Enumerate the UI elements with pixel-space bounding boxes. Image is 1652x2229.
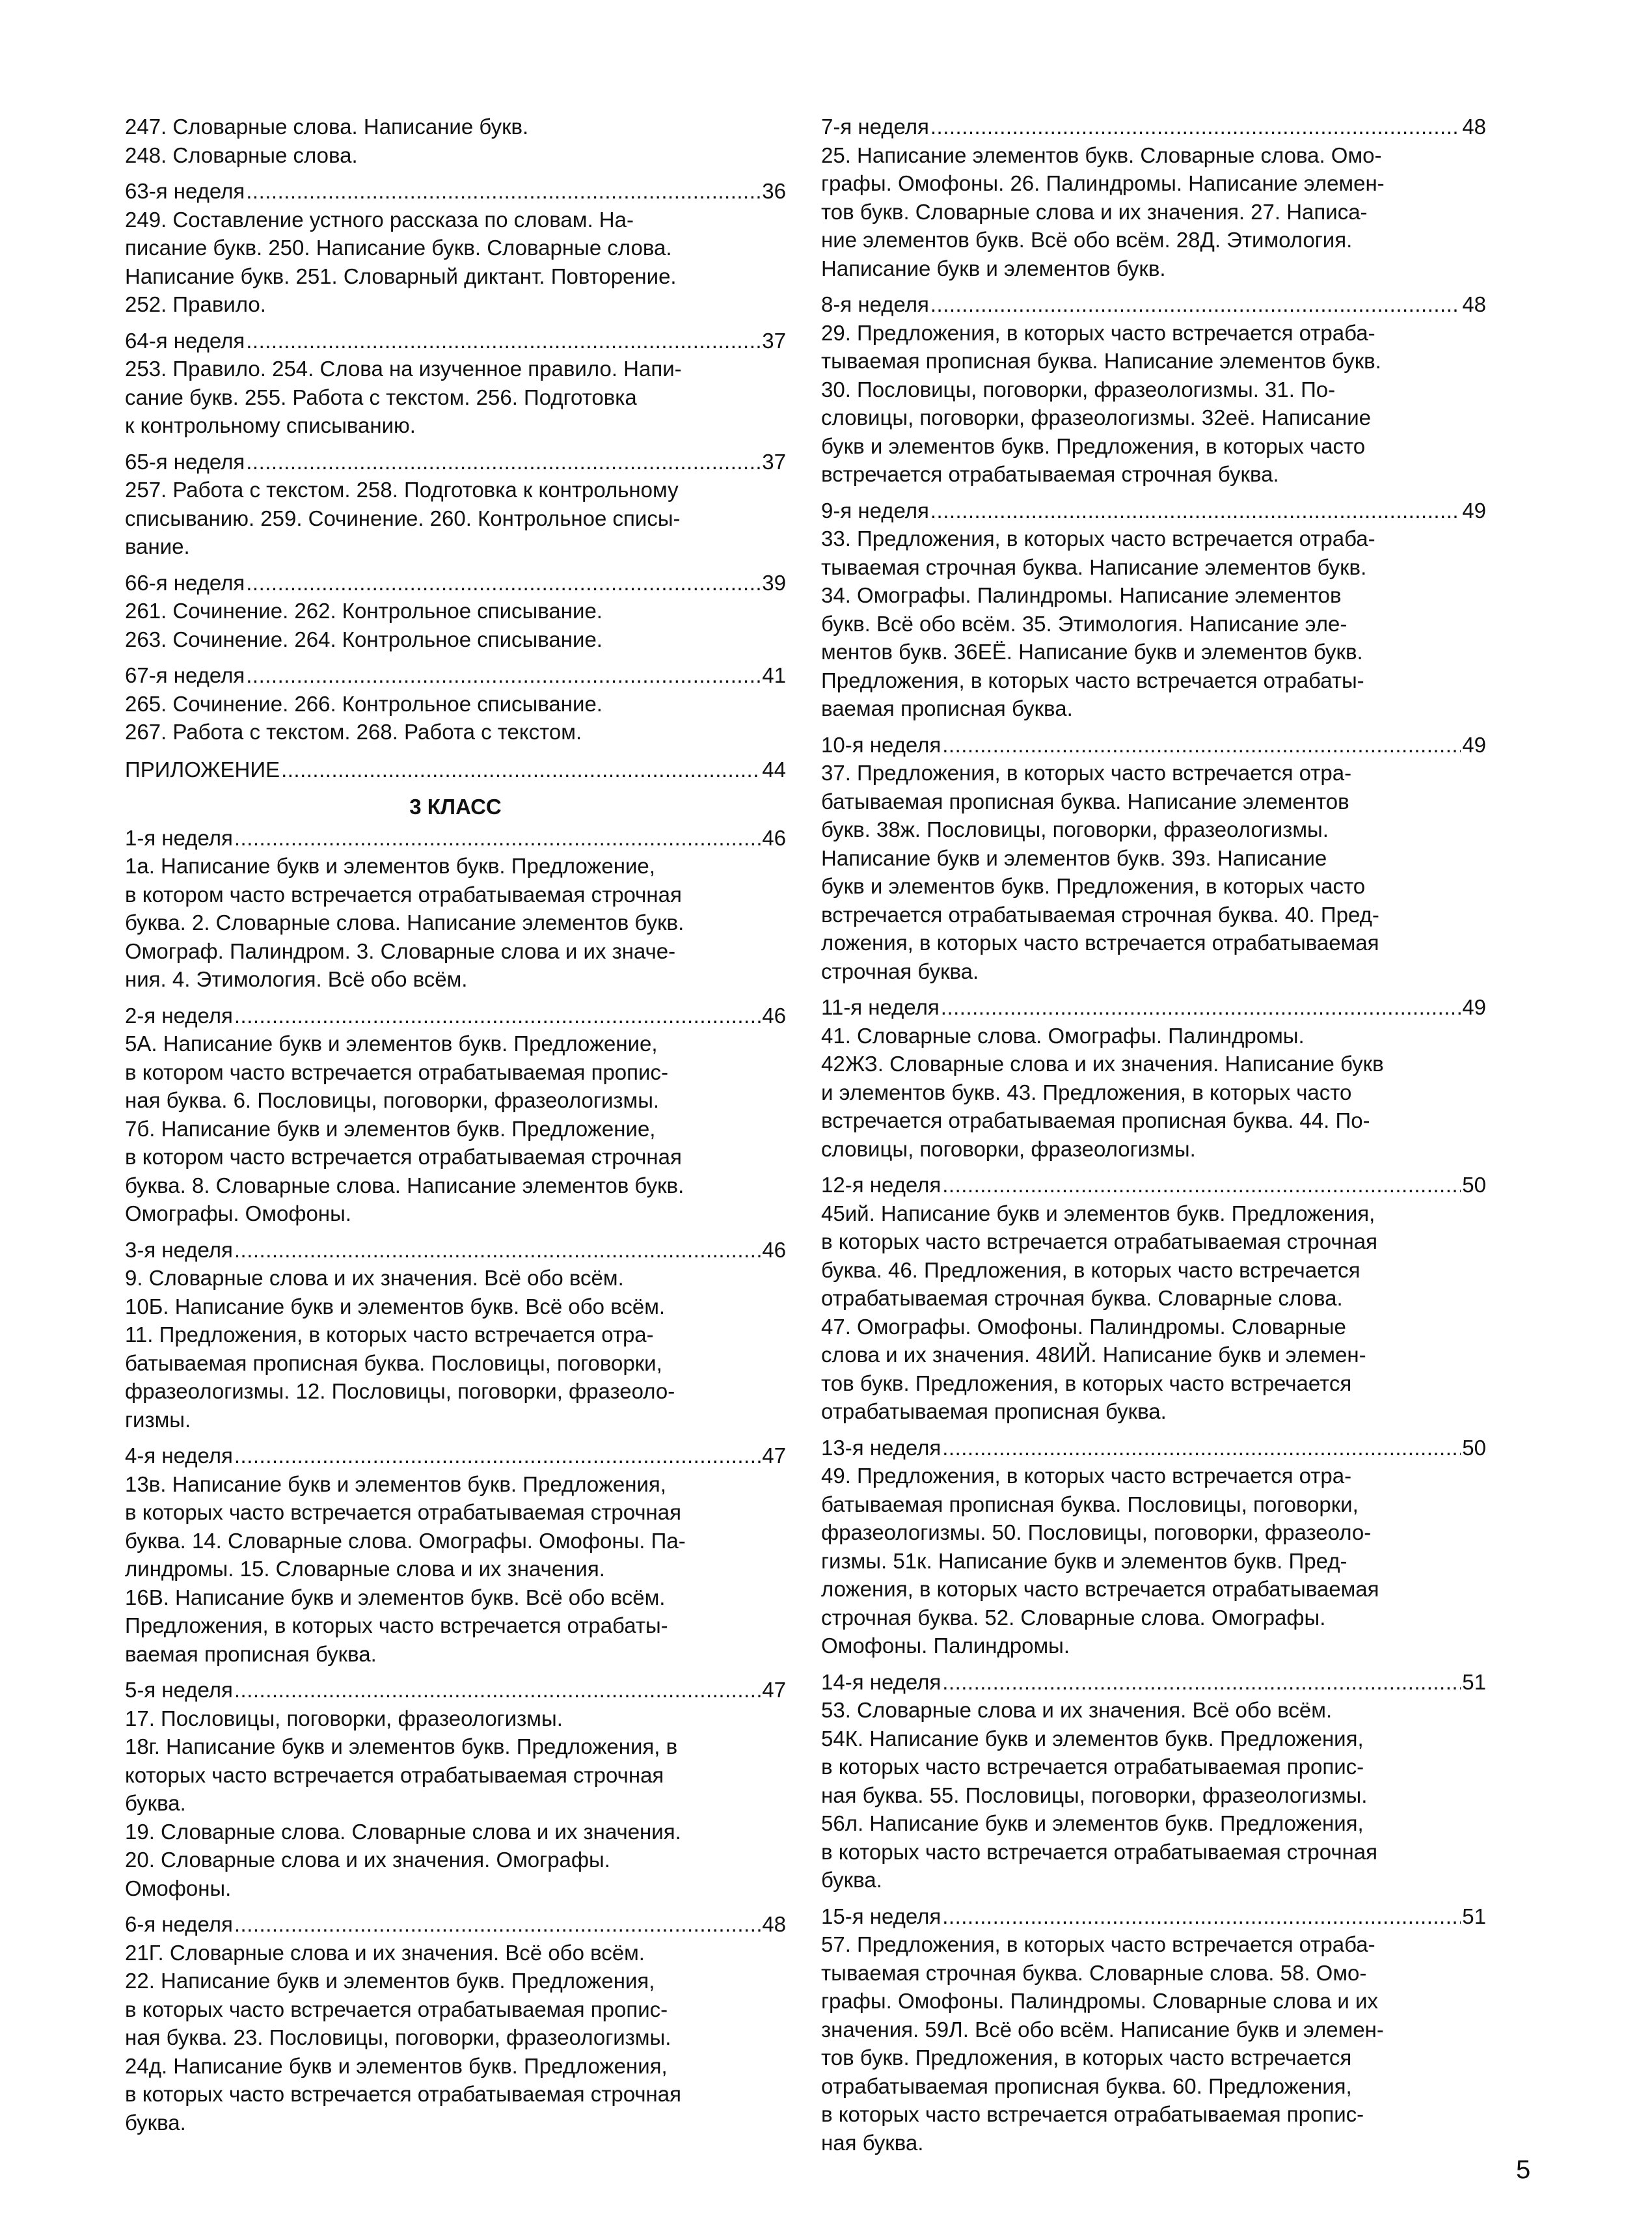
dot-leader <box>930 497 1461 525</box>
toc-line: писание букв. 250. Написание букв. Словарные слова. <box>125 236 672 260</box>
toc-entry <box>125 448 786 561</box>
dot-leader <box>942 1171 1461 1199</box>
week-label: 64-я неделя <box>125 328 245 353</box>
week-page-number: 47 <box>762 1678 786 1702</box>
toc-column-right <box>821 113 1486 2165</box>
toc-entry-heading <box>125 448 786 476</box>
toc-entry <box>125 1442 786 1668</box>
toc-line: гизмы. 51к. Написание букв и элементов букв. Пред- <box>821 1548 1347 1573</box>
toc-line: отрабатываемая прописная буква. <box>821 1399 1167 1423</box>
toc-entry <box>821 1434 1486 1660</box>
toc-entry-heading <box>821 1902 1486 1931</box>
toc-line: строчная буква. 52. Словарные слова. Омографы. <box>821 1605 1326 1630</box>
toc-line: буква. 8. Словарные слова. Написание элементов букв. <box>125 1173 684 1197</box>
toc-line: 30. Пословицы, поговорки, фразеологизмы. 31. По- <box>821 377 1336 402</box>
toc-column-left <box>125 113 786 2144</box>
toc-line: Написание букв и элементов букв. 39з. Написание <box>821 845 1327 870</box>
week-page-number: 50 <box>1462 1435 1486 1460</box>
week-label: 14-я неделя <box>821 1669 941 1694</box>
dot-leader <box>942 731 1461 759</box>
toc-line: тов букв. Предложения, в которых часто встречается <box>821 2045 1352 2070</box>
toc-line: к контрольному списыванию. <box>125 413 416 437</box>
toc-line: фразеологизмы. 50. Пословицы, поговорки, фразеоло- <box>821 1520 1372 1544</box>
toc-line: 11. Предложения, в которых часто встречается отра- <box>125 1322 654 1347</box>
toc-line: в которых часто встречается отрабатываемая пропис- <box>821 2102 1364 2126</box>
toc-entry-heading <box>821 290 1486 319</box>
toc-line: 49. Предложения, в которых часто встречается отра- <box>821 1464 1352 1488</box>
toc-entry <box>821 1171 1486 1426</box>
dot-leader <box>234 1442 761 1470</box>
section-title: 3 КЛАСС <box>409 795 502 819</box>
dot-leader <box>930 290 1461 319</box>
toc-line: 29. Предложения, в которых часто встречается отраба- <box>821 320 1375 345</box>
toc-line: 42ЖЗ. Словарные слова и их значения. Написание букв <box>821 1052 1384 1076</box>
toc-entry <box>125 824 786 994</box>
toc-line: 25. Написание элементов букв. Словарные слова. Омо- <box>821 143 1382 167</box>
week-label: 63-я неделя <box>125 179 245 203</box>
toc-line: линдромы. 15. Словарные слова и их значения. <box>125 1557 605 1581</box>
week-page-number: 48 <box>762 1912 786 1936</box>
toc-line: ментов букв. 36ЕЁ. Написание букв и элементов букв. <box>821 640 1363 664</box>
toc-line: буква. 14. Словарные слова. Омографы. Омофоны. Па- <box>125 1528 686 1553</box>
week-label: 8-я неделя <box>821 292 929 316</box>
dot-leader <box>234 1002 761 1030</box>
week-label: 12-я неделя <box>821 1173 941 1197</box>
week-page-number: 47 <box>762 1443 786 1468</box>
toc-line: вание. <box>125 534 190 558</box>
toc-line: тываемая прописная буква. Написание элементов букв. <box>821 349 1381 373</box>
dot-leader <box>234 1676 761 1704</box>
toc-line: Предложения, в которых часто встречается отрабаты- <box>125 1613 668 1637</box>
dot-leader <box>246 661 761 690</box>
toc-line: которых часто встречается отрабатываемая строчная <box>125 1762 664 1787</box>
toc-line: тываемая строчная буква. Написание элементов букв. <box>821 554 1367 579</box>
toc-line: буква. <box>125 1791 186 1815</box>
toc-line: 17. Пословицы, поговорки, фразеологизмы. <box>125 1706 563 1730</box>
toc-line: 10Б. Написание букв и элементов букв. Всё обо всём. <box>125 1294 666 1319</box>
week-page-number: 51 <box>1462 1904 1486 1928</box>
toc-entries-grade3 <box>125 824 786 2137</box>
dot-leader <box>234 824 761 853</box>
toc-line: графы. Омофоны. 26. Палиндромы. Написание элемен- <box>821 171 1385 195</box>
toc-line: в которых часто встречается отрабатываемая строчная <box>125 2082 681 2106</box>
dot-leader <box>281 756 761 784</box>
toc-line: букв и элементов букв. Предложения, в которых часто <box>821 433 1366 458</box>
dot-leader <box>941 993 1461 1022</box>
week-page-number: 48 <box>1462 115 1486 139</box>
toc-line: списыванию. 259. Сочинение. 260. Контрольное списы- <box>125 506 681 530</box>
toc-line: в котором часто встречается отрабатываемая строчная <box>125 1145 682 1169</box>
toc-line: 253. Правило. 254. Слова на изученное правило. Напи- <box>125 357 682 381</box>
toc-entry-heading <box>125 661 786 690</box>
toc-line: 5А. Написание букв и элементов букв. Предложение, <box>125 1032 658 1056</box>
toc-line: отрабатываемая строчная буква. Словарные слова. <box>821 1286 1343 1310</box>
toc-line: в которых часто встречается отрабатываемая строчная <box>821 1229 1377 1253</box>
week-page-number: 37 <box>762 449 786 474</box>
week-page-number: 46 <box>762 825 786 850</box>
toc-entries-grade2 <box>125 177 786 746</box>
toc-line: ная буква. <box>821 2130 924 2155</box>
toc-line: 19. Словарные слова. Словарные слова и их значения. <box>125 1819 681 1844</box>
week-label: 1-я неделя <box>125 825 233 850</box>
toc-line: 252. Правило. <box>125 292 266 316</box>
toc-entry <box>125 327 786 440</box>
toc-line: 47. Омографы. Омофоны. Палиндромы. Словарные <box>821 1314 1346 1339</box>
toc-line: ваемая прописная буква. <box>125 1641 377 1666</box>
toc-line: 13в. Написание букв и элементов букв. Предложения, <box>125 1471 666 1496</box>
toc-line: 33. Предложения, в которых часто встречается отраба- <box>821 526 1375 551</box>
toc-line: ваемая прописная буква. <box>821 696 1073 720</box>
toc-entry-heading <box>821 1434 1486 1462</box>
toc-line: 267. Работа с текстом. 268. Работа с текстом. <box>125 720 582 744</box>
toc-entry <box>125 1236 786 1434</box>
week-page-number: 46 <box>762 1237 786 1262</box>
toc-line: 7б. Написание букв и элементов букв. Предложение, <box>125 1116 656 1141</box>
toc-line: ная буква. 6. Пословицы, поговорки, фразеологизмы. <box>125 1088 660 1112</box>
toc-line: 54К. Написание букв и элементов букв. Предложения, <box>821 1726 1364 1751</box>
toc-appendix <box>125 756 786 784</box>
toc-entry <box>821 497 1486 723</box>
toc-entry <box>821 1902 1486 2157</box>
toc-line: словицы, поговорки, фразеологизмы. <box>821 1136 1196 1161</box>
week-page-number: 37 <box>762 328 786 353</box>
dot-leader <box>942 1434 1461 1462</box>
toc-line: 37. Предложения, в которых часто встречается отра- <box>821 761 1352 785</box>
dot-leader <box>234 1910 761 1939</box>
toc-line: встречается отрабатываемая строчная буква. 40. Пред- <box>821 902 1379 927</box>
toc-line: ная буква. 23. Пословицы, поговорки, фразеологизмы. <box>125 2025 671 2049</box>
toc-line: 1а. Написание букв и элементов букв. Предложение, <box>125 854 655 878</box>
week-label: 10-я неделя <box>821 732 941 757</box>
toc-line: в которых часто встречается отрабатываемая строчная <box>125 1500 681 1524</box>
toc-line: в котором часто встречается отрабатываемая строчная <box>125 882 682 907</box>
week-page-number: 51 <box>1462 1669 1486 1694</box>
toc-entry <box>125 569 786 654</box>
toc-line: Написание букв и элементов букв. <box>821 256 1166 280</box>
toc-entry <box>821 290 1486 489</box>
toc-entry-heading <box>821 731 1486 759</box>
toc-entry-heading <box>821 1171 1486 1199</box>
toc-line: 53. Словарные слова и их значения. Всё обо всём. <box>821 1698 1333 1722</box>
toc-entry-heading <box>125 1676 786 1704</box>
week-page-number: 48 <box>1462 292 1486 316</box>
week-label: 67-я неделя <box>125 663 245 687</box>
toc-entry <box>125 1910 786 2137</box>
toc-line: 21Г. Словарные слова и их значения. Всё обо всём. <box>125 1940 645 1965</box>
toc-entry <box>125 1676 786 1902</box>
dot-leader <box>942 1668 1461 1697</box>
toc-line: букв. 38ж. Пословицы, поговорки, фразеологизмы. <box>821 817 1329 841</box>
toc-line: 56л. Написание букв и элементов букв. Предложения, <box>821 1811 1364 1835</box>
toc-line: 247. Словарные слова. Написание букв. <box>125 115 529 139</box>
toc-line: 265. Сочинение. 266. Контрольное списывание. <box>125 691 603 716</box>
toc-line: буква. 46. Предложения, в которых часто встречается <box>821 1257 1361 1282</box>
toc-line: и элементов букв. 43. Предложения, в которых часто <box>821 1080 1352 1104</box>
week-page-number: 49 <box>1462 995 1486 1019</box>
toc-line: батываемая прописная буква. Пословицы, поговорки, <box>125 1350 662 1375</box>
toc-line: 249. Составление устного рассказа по словам. На- <box>125 207 634 232</box>
toc-line: 57. Предложения, в которых часто встречается отраба- <box>821 1932 1375 1956</box>
week-label: 15-я неделя <box>821 1904 941 1928</box>
toc-entry-heading <box>821 1668 1486 1697</box>
week-page-number: 50 <box>1462 1173 1486 1197</box>
week-label: 4-я неделя <box>125 1443 233 1468</box>
toc-entry-heading <box>125 1442 786 1470</box>
dot-leader <box>246 448 761 476</box>
toc-entry-heading <box>125 569 786 597</box>
toc-line: графы. Омофоны. Палиндромы. Словарные слова и их <box>821 1989 1378 2013</box>
week-page-number: 36 <box>762 179 786 203</box>
dot-leader <box>234 1236 761 1265</box>
toc-line: Написание букв. 251. Словарный диктант. Повторение. <box>125 264 677 288</box>
toc-entry-heading <box>821 497 1486 525</box>
week-page-number: 49 <box>1462 732 1486 757</box>
toc-line: значения. 59Л. Всё обо всём. Написание букв и элемен- <box>821 2017 1384 2042</box>
toc-line: встречается отрабатываемая строчная буква. <box>821 462 1279 486</box>
toc-line: строчная буква. <box>821 959 979 983</box>
toc-line: Омофоны. Палиндромы. <box>821 1634 1070 1658</box>
toc-entry <box>821 1668 1486 1894</box>
dot-leader <box>246 177 761 206</box>
page-number: 5 <box>1516 2155 1531 2184</box>
toc-line: букв. Всё обо всём. 35. Этимология. Написание эле- <box>821 611 1347 636</box>
toc-line: встречается отрабатываемая прописная буква. 44. По- <box>821 1108 1370 1132</box>
toc-entry-heading <box>125 327 786 355</box>
appendix-page: 44 <box>762 757 786 782</box>
week-page-number: 49 <box>1462 498 1486 523</box>
toc-entry <box>821 731 1486 986</box>
toc-line: ложения, в которых часто встречается отрабатываемая <box>821 931 1379 955</box>
week-label: 7-я неделя <box>821 115 929 139</box>
week-page-number: 39 <box>762 570 786 595</box>
toc-entry-heading <box>821 113 1486 141</box>
toc-entry-heading <box>125 1002 786 1030</box>
toc-entry-heading <box>125 177 786 206</box>
toc-line: тов букв. Словарные слова и их значения. 27. Написа- <box>821 199 1368 224</box>
dot-leader <box>246 569 761 597</box>
toc-line: 22. Написание букв и элементов букв. Предложения, <box>125 1969 655 1993</box>
toc-line: ложения, в которых часто встречается отрабатываемая <box>821 1577 1379 1601</box>
toc-line: 16В. Написание букв и элементов букв. Всё обо всём. <box>125 1585 666 1609</box>
dot-leader <box>930 113 1461 141</box>
toc-line: батываемая прописная буква. Написание элементов <box>821 789 1349 814</box>
toc-entry-heading <box>125 1236 786 1265</box>
toc-line: 9. Словарные слова и их значения. Всё обо всём. <box>125 1266 624 1290</box>
toc-line: буква. <box>821 1868 882 1892</box>
week-label: 9-я неделя <box>821 498 929 523</box>
week-label: 6-я неделя <box>125 1912 233 1936</box>
toc-line: 248. Словарные слова. <box>125 143 358 167</box>
toc-line: Омофоны. <box>125 1876 232 1900</box>
toc-line: ние элементов букв. Всё обо всём. 28Д. Этимология. <box>821 228 1353 252</box>
toc-line: слова и их значения. 48ИЙ. Написание букв и элемен- <box>821 1343 1366 1367</box>
toc-continuation <box>125 113 786 169</box>
toc-line: тов букв. Предложения, в которых часто встречается <box>821 1371 1352 1395</box>
toc-line: букв и элементов букв. Предложения, в которых часто <box>821 874 1366 898</box>
toc-line: буква. 2. Словарные слова. Написание элементов букв. <box>125 910 684 935</box>
toc-line: сание букв. 255. Работа с текстом. 256. Подготовка <box>125 385 637 409</box>
toc-line: 18г. Написание букв и элементов букв. Предложения, в <box>125 1734 678 1758</box>
week-page-number: 41 <box>762 663 786 687</box>
toc-entries-grade3-cont <box>821 113 1486 2157</box>
toc-line: 263. Сочинение. 264. Контрольное списывание. <box>125 627 603 651</box>
toc-line: 45ий. Написание букв и элементов букв. Предложения, <box>821 1201 1375 1225</box>
toc-entry <box>125 177 786 319</box>
toc-line: отрабатываемая прописная буква. 60. Предложения, <box>821 2073 1352 2098</box>
dot-leader <box>942 1902 1461 1931</box>
week-label: 13-я неделя <box>821 1435 941 1460</box>
toc-line: Омографы. Омофоны. <box>125 1201 351 1225</box>
toc-entry-heading <box>125 1910 786 1939</box>
week-label: 2-я неделя <box>125 1003 233 1028</box>
toc-line: 257. Работа с текстом. 258. Подготовка к контрольному <box>125 478 679 502</box>
toc-entry <box>821 993 1486 1163</box>
toc-line: 20. Словарные слова и их значения. Омографы. <box>125 1848 610 1872</box>
toc-entry-heading <box>821 993 1486 1022</box>
toc-line: Омограф. Палиндром. 3. Словарные слова и их значе- <box>125 938 676 963</box>
toc-line: гизмы. <box>125 1407 191 1432</box>
toc-entry-heading <box>125 824 786 853</box>
toc-line: 261. Сочинение. 262. Контрольное списывание. <box>125 599 603 623</box>
toc-line: 34. Омографы. Палиндромы. Написание элементов <box>821 583 1342 607</box>
toc-line: фразеологизмы. 12. Пословицы, поговорки, фразеоло- <box>125 1379 675 1403</box>
toc-line: буква. <box>125 2110 186 2135</box>
toc-line: ния. 4. Этимология. Всё обо всём. <box>125 967 468 991</box>
toc-line: в котором часто встречается отрабатываемая пропис- <box>125 1060 668 1084</box>
toc-line: Предложения, в которых часто встречается отрабаты- <box>821 668 1364 692</box>
toc-line: в которых часто встречается отрабатываемая строчная <box>821 1839 1377 1864</box>
toc-entry <box>125 661 786 746</box>
toc-entry <box>821 113 1486 282</box>
toc-entry <box>125 1002 786 1228</box>
week-label: 66-я неделя <box>125 570 245 595</box>
week-label: 11-я неделя <box>821 995 940 1019</box>
toc-line: словицы, поговорки, фразеологизмы. 32её. Написание <box>821 405 1372 430</box>
toc-line: в которых часто встречается отрабатываемая пропис- <box>125 1997 668 2021</box>
toc-line: в которых часто встречается отрабатываемая пропис- <box>821 1755 1364 1779</box>
toc-line: тываемая строчная буква. Словарные слова. 58. Омо- <box>821 1960 1367 1985</box>
toc-line: 41. Словарные слова. Омографы. Палиндромы. <box>821 1023 1305 1048</box>
week-page-number: 46 <box>762 1003 786 1028</box>
appendix-label: ПРИЛОЖЕНИЕ <box>125 757 280 782</box>
toc-line: 24д. Написание букв и элементов букв. Предложения, <box>125 2053 668 2078</box>
toc-line: ная буква. 55. Пословицы, поговорки, фразеологизмы. <box>821 1783 1368 1807</box>
dot-leader <box>246 327 761 355</box>
week-label: 5-я неделя <box>125 1678 233 1702</box>
toc-line: батываемая прописная буква. Пословицы, поговорки, <box>821 1492 1359 1516</box>
week-label: 3-я неделя <box>125 1237 233 1262</box>
week-label: 65-я неделя <box>125 449 245 474</box>
